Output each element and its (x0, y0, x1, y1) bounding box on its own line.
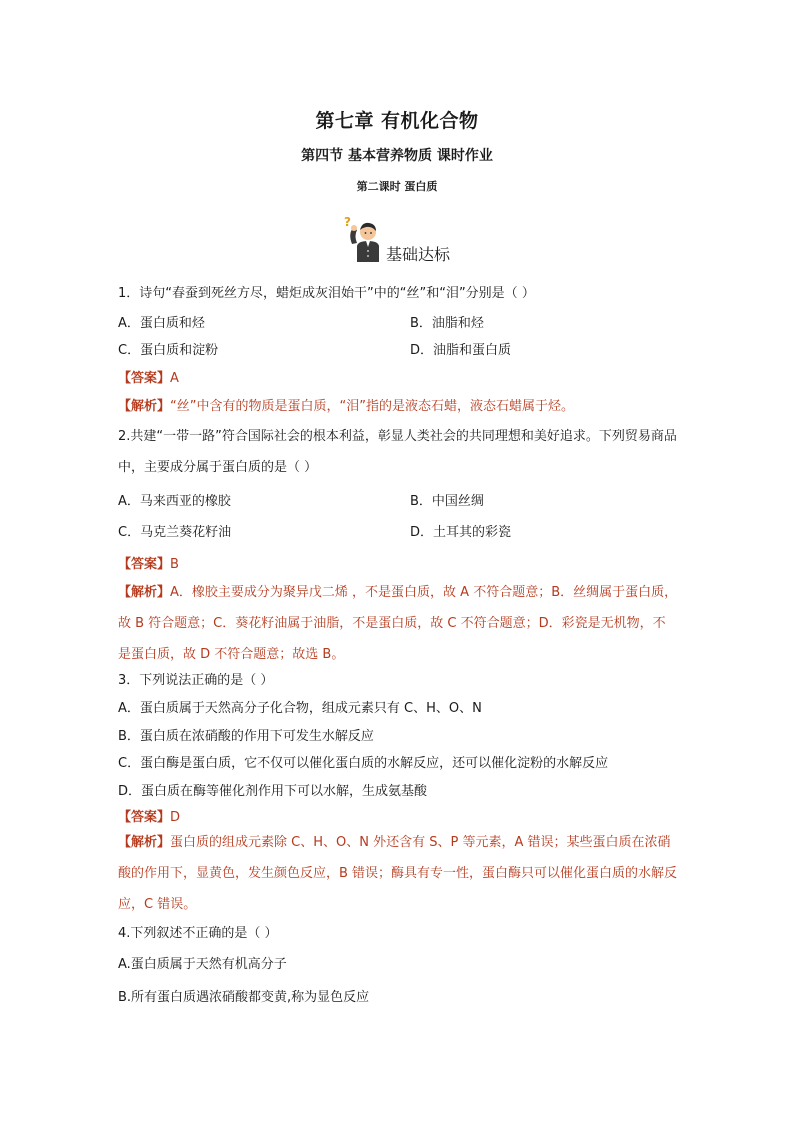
q2-stem: 2.共建“一带一路”符合国际社会的根本利益，彰显人类社会的共同理想和美好追求。下列贸易商品中，主要成分属于蛋白质的是（ ） (118, 429, 677, 475)
badge-label: 基础达标 (386, 245, 451, 264)
chapter-title: 第七章 有机化合物 (315, 110, 479, 132)
section-title: 第四节 基本营养物质 课时作业 (301, 148, 493, 164)
q2-option-b: B．中国丝绸 (410, 494, 484, 509)
q3-stem: 3．下列说法正确的是（ ） (118, 673, 274, 688)
answer-value: A (170, 371, 179, 386)
q1-answer (118, 367, 179, 386)
q3-option-a: A．蛋白质属于天然高分子化合物，组成元素只有 C、H、O、N (118, 701, 482, 716)
answer-value: B (170, 557, 179, 572)
q2-option-d: D．土耳其的彩瓷 (410, 525, 512, 540)
q2-option-c: C．马克兰葵花籽油 (118, 525, 232, 540)
basic-standard-badge (342, 214, 472, 262)
analysis-text: A．橡胶主要成分为聚异戊二烯 ，不是蛋白质，故 A 不符合题意；B．丝绸属于蛋白质，故 B 符合题意；C．葵花籽油属于油脂，不是蛋白质，故 C 不符合题意；D．彩瓷是无机物，不是蛋白质，故 D 不符合题意；故选 B。 (118, 585, 678, 662)
q1-option-a: A．蛋白质和烃 (118, 316, 205, 331)
answer-label: 【答案】 (118, 557, 171, 572)
q1-analysis (118, 395, 574, 414)
answer-label: 【答案】 (118, 810, 171, 825)
q1-stem: 1．诗句“春蚕到死丝方尽，蜡炬成灰泪始干”中的“丝”和“泪”分别是（ ） (118, 286, 535, 301)
q2-analysis (118, 577, 678, 670)
analysis-label: 【解析】 (118, 835, 171, 850)
lesson-title: 第二课时 蛋白质 (356, 180, 438, 193)
q3-option-d: D．蛋白质在酶等催化剂作用下可以水解，生成氨基酸 (118, 784, 428, 799)
q4-option-a: A.蛋白质属于天然有机高分子 (118, 957, 287, 972)
analysis-label: 【解析】 (118, 585, 171, 600)
answer-label: 【答案】 (118, 371, 171, 386)
analysis-text: “丝”中含有的物质是蛋白质，“泪”指的是液态石蜡，液态石蜡属于烃。 (170, 399, 574, 414)
q4-stem: 4.下列叙述不正确的是（ ） (118, 926, 278, 941)
q2-option-a: A．马来西亚的橡胶 (118, 494, 231, 509)
answer-value: D (170, 810, 181, 825)
q1-option-c: C．蛋白质和淀粉 (118, 343, 219, 358)
q3-option-c: C．蛋白酶是蛋白质，它不仅可以催化蛋白质的水解反应，还可以催化淀粉的水解反应 (118, 756, 609, 771)
q3-answer (118, 806, 180, 825)
q1-option-d: D．油脂和蛋白质 (410, 343, 512, 358)
student-thinking-icon (342, 214, 390, 262)
q3-analysis (118, 827, 678, 920)
analysis-text: 蛋白质的组成元素除 C、H、O、N 外还含有 S、P 等元素，A 错误；某些蛋白质在浓硝酸的作用下，显黄色，发生颜色反应，B 错误；酶具有专一性，蛋白酶只可以催化蛋白质的水解反应，C 错误。 (118, 835, 678, 912)
q1-option-b: B．油脂和烃 (410, 316, 484, 331)
question-mark-glyph: ? (344, 215, 351, 229)
q2-answer (118, 553, 179, 572)
q3-option-b: B．蛋白质在浓硝酸的作用下可发生水解反应 (118, 729, 374, 744)
q4-option-b: B.所有蛋白质遇浓硝酸都变黄,称为显色反应 (118, 990, 370, 1005)
analysis-label: 【解析】 (118, 399, 171, 414)
